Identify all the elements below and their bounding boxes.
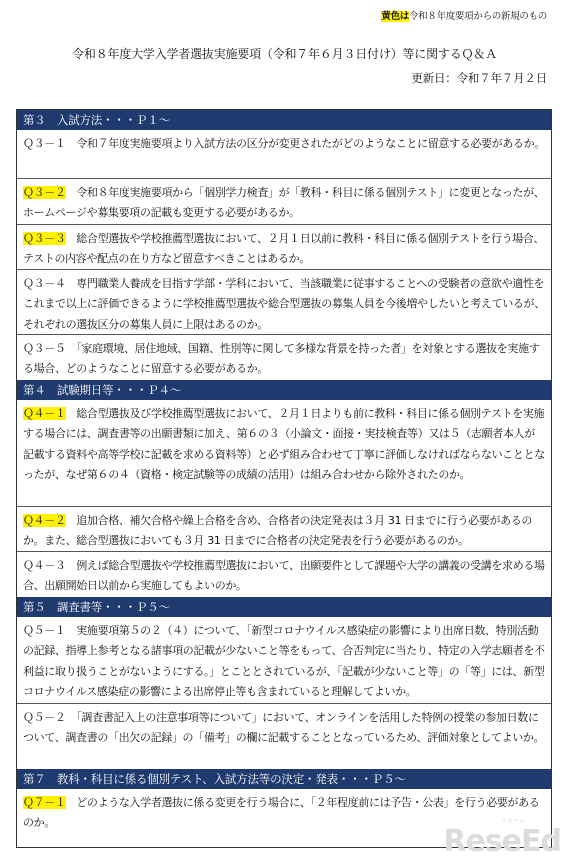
question-row	[17, 551, 551, 597]
legend-text: 令和８年度要項からの新規のもの	[408, 11, 547, 22]
question-text: 専門職業人養成を目指す学部・学科において、当該職業に従事することへの受験者の意欲や適性をこれまで以上に評価できるように学校推薦型選抜や総合型選抜の募集人員を今後増やしたいと考えているが、それぞれの選抜区分の募集人員に上限はあるのか。	[23, 277, 545, 331]
question-number: Ｑ７－１	[23, 796, 66, 809]
resemom-watermark-logo	[443, 818, 561, 859]
question-number: Ｑ３－１	[23, 137, 66, 150]
question-number: Ｑ５－１	[23, 624, 66, 637]
updated-date: 更新日：令和７年７月２日	[411, 71, 547, 85]
question-number: Ｑ４－１	[23, 407, 66, 420]
question-row	[17, 703, 551, 769]
question-number: Ｑ３－２	[23, 186, 66, 199]
question-number: Ｑ５－２	[23, 711, 66, 724]
question-number: Ｑ３－４	[23, 277, 66, 290]
question-text: 実施要項第５の２（４）について、「新型コロナウイルス感染症の影響により出席日数、特別活動の記録、指導上参考となる諸事項の記載が少ないこと等をもって、合否判定に当たり、特定の入学志願者を不利益に取り扱うことがないようにする。」とこととされているが、「記載が少ないこと等」の「等」には、新型コロナウイルス感染症の影響による出席停止等も含まれていると理解してよいか。	[23, 624, 545, 698]
question-number: Ｑ３－３	[23, 232, 66, 245]
question-text: 総合型選抜及び学校推薦型選抜において、２月１日よりも前に教科・科目に係る個別テストを実施する場合には、調査書等の出願書類に加え、第６の３（小論文・面接・実技検査等）又は５（志願者本人が記載する資料や高等学校に記載を求める資料等）と必ず組み合わせて丁寧に評価しなければならないこととなったが、なぜ第６の４（資格・検定試験等の成績の活用）は組み合わせから除外されたのか。	[23, 407, 545, 481]
question-row	[17, 617, 551, 703]
question-text: 例えば総合型選抜や学校推薦型選抜において、出願要件として課題や大学の講義の受講を求める場合、出願開始日以前から実施してもよいのか。	[23, 559, 545, 593]
question-row	[17, 506, 551, 551]
question-number: Ｑ４－３	[23, 559, 66, 572]
question-row	[17, 130, 551, 178]
question-row	[17, 334, 551, 380]
question-row	[17, 400, 551, 506]
legend	[381, 8, 547, 22]
question-text: 「調査書記入上の注意事項等について」において、オンラインを活用した特例の授業の参加日数について、調査書の「出欠の記録」の「備考」の欄に記載することとなっているため、評価対象としてよいか。	[23, 711, 545, 745]
watermark-main: ReseEd	[443, 824, 561, 859]
question-row	[17, 224, 551, 269]
section-header: 第７ 教科・科目に係る個別テスト、入試方法等の決定・発表・・・Ｐ５～	[17, 769, 551, 789]
question-number: Ｑ３－５	[23, 342, 66, 355]
legend-highlight: 黄色は	[381, 11, 409, 22]
question-text: 「家庭環境、居住地域、国籍、性別等に関して多様な背景を持った者」を対象とする選抜を実施する場合、どのようなことに留意する必要があるか。	[23, 342, 540, 376]
qa-table	[16, 109, 552, 848]
question-text: 令和７年度実施要項より入試方法の区分が変更されたがどのようなことに留意する必要があるか。	[76, 137, 545, 150]
question-text: 総合型選抜や学校推薦型選抜において、２月１日以前に教科・科目に係る個別テストを行う場合、テストの内容や配点の在り方など留意すべきことはあるか。	[23, 232, 545, 266]
section-header: 第５ 調査書等・・・Ｐ５～	[17, 597, 551, 617]
question-text: 令和８年度実施要項から「個別学力検査」が「教科・科目に係る個別テスト」に変更となったが、ホームページや募集要項の記載も変更する必要があるか。	[23, 186, 545, 220]
question-text: 追加合格、補欠合格や繰上合格を含め、合格者の決定発表は３月 31 日までに行う必要があるのか。また、総合型選抜においても３月 31 日までに合格者の決定発表を行う必要があるのか。	[23, 514, 533, 548]
document-title: 令和８年度大学入学者選抜実施要項（令和７年６月３日付け）等に関するＱ＆Ａ	[72, 47, 497, 61]
question-text: どのような入学者選抜に係る変更を行う場合に、「２年程度前には予告・公表」を行う必要があるのか。	[23, 796, 540, 830]
question-number: Ｑ４－２	[23, 514, 66, 527]
question-row	[17, 269, 551, 334]
section-header: 第４ 試験期日等・・・Ｐ４～	[17, 380, 551, 400]
section-header: 第３ 入試方法・・・Ｐ１～	[17, 110, 551, 130]
watermark-sub: リセマム	[501, 818, 525, 825]
question-row	[17, 178, 551, 224]
